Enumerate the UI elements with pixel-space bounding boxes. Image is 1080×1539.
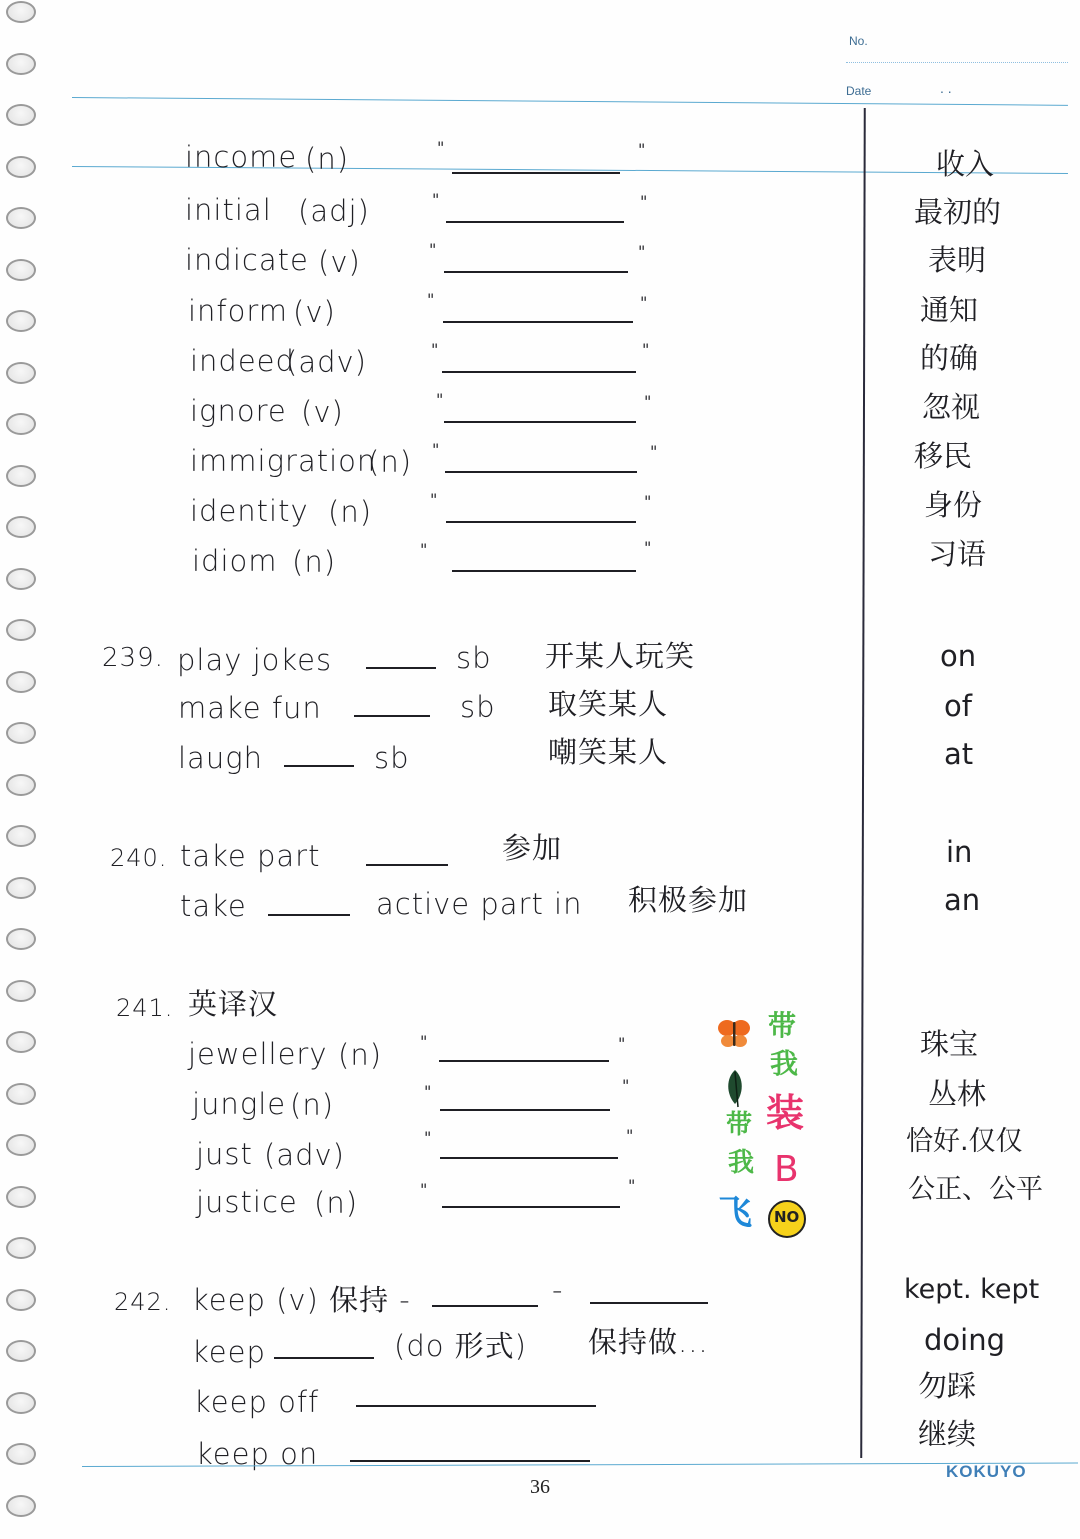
meaning: 开某人玩笑 [545, 639, 696, 673]
answer-blank [366, 667, 436, 669]
answer-blank [350, 1460, 590, 1462]
close-quote: " [644, 492, 652, 511]
answer-blank [356, 1405, 596, 1407]
close-quote: " [638, 242, 646, 261]
close-quote: " [622, 1076, 630, 1095]
item-number: 241. [116, 994, 174, 1022]
answer-blank [440, 1157, 618, 1159]
meaning-answer: 珠宝 [920, 1027, 979, 1061]
part-of-speech: (n) [338, 1038, 383, 1072]
answer-blank [442, 1206, 620, 1208]
spiral-ring [6, 877, 36, 899]
part-of-speech: (n) [368, 445, 413, 479]
answer-blank [366, 864, 448, 866]
sticker-char: 装 [766, 1091, 805, 1135]
spiral-ring [6, 207, 36, 229]
phrase: take part [180, 839, 321, 873]
part-of-speech: (v) [318, 245, 361, 279]
spiral-ring [6, 671, 36, 693]
sb-label: sb [460, 690, 496, 724]
word: just [196, 1137, 253, 1171]
meaning-answer: 身份 [924, 488, 983, 522]
open-quote: " [420, 1032, 428, 1051]
answer-blank [444, 271, 628, 273]
past-forms-answer: kept. kept [904, 1274, 1040, 1305]
spiral-ring [6, 1031, 36, 1053]
open-quote: " [432, 440, 440, 459]
open-quote: " [430, 490, 438, 509]
phrase-rest: active part in [376, 887, 583, 921]
open-quote: " [424, 1128, 432, 1147]
item-number: 239. [102, 643, 164, 673]
spiral-ring [6, 1340, 36, 1362]
spiral-ring [6, 568, 36, 590]
phrase: keep off [194, 1385, 320, 1419]
open-quote: " [429, 240, 437, 259]
phrase: take [180, 889, 247, 923]
open-quote: " [431, 340, 439, 359]
answer-blank [444, 421, 636, 423]
spiral-ring [6, 619, 36, 641]
spiral-ring [6, 1289, 36, 1311]
feather-icon [722, 1068, 748, 1108]
answer-blank [446, 221, 624, 223]
preposition-answer: of [944, 689, 972, 723]
spiral-ring [6, 1083, 36, 1105]
no-label: No. [849, 34, 868, 48]
meaning-answer: 最初的 [914, 195, 1002, 229]
open-quote: " [420, 540, 428, 559]
spiral-ring [6, 825, 36, 847]
date-dots: . . [940, 80, 952, 96]
word: income [185, 140, 298, 174]
section-title: 英译汉 [188, 987, 279, 1021]
phrase: keep on [196, 1437, 319, 1471]
spiral-ring [6, 1, 36, 23]
sticker-char: 带 [768, 1009, 797, 1042]
answer-blank [446, 521, 636, 523]
preposition-answer: in [946, 835, 973, 869]
spiral-ring [6, 980, 36, 1002]
spiral-ring [6, 928, 36, 950]
word: identity [190, 494, 309, 528]
close-quote: " [642, 340, 650, 359]
meaning-answer: 公正、公平 [908, 1174, 1043, 1205]
open-quote: " [427, 290, 435, 309]
answer-blank [440, 1109, 610, 1111]
part-of-speech: (n) [292, 545, 337, 579]
word: immigration [190, 444, 377, 478]
word: initial [185, 193, 272, 227]
margin-line [860, 108, 866, 1458]
close-quote: " [626, 1126, 634, 1145]
dash: - [552, 1273, 564, 1307]
answer-blank [274, 1357, 374, 1359]
answer-blank [452, 172, 620, 174]
meaning-answer: 恰好.仅仅 [906, 1126, 1023, 1157]
spiral-ring [6, 104, 36, 126]
answer-blank [354, 715, 430, 717]
open-quote: " [424, 1082, 432, 1101]
no-line [846, 62, 1068, 63]
answer-blank [445, 471, 637, 473]
part-of-speech: (n) [290, 1088, 335, 1122]
article-answer: an [944, 883, 981, 917]
spiral-ring [6, 1134, 36, 1156]
sticker-char: 带 [726, 1110, 753, 1140]
sb-label: sb [374, 741, 410, 775]
close-quote: " [628, 1176, 636, 1195]
sticker-char: 我 [728, 1148, 755, 1178]
meaning-answer: 表明 [928, 243, 987, 277]
part-of-speech: (n) [305, 142, 350, 176]
close-quote: " [640, 192, 648, 211]
spiral-ring [6, 516, 36, 538]
sticker-char: NO [774, 1208, 800, 1226]
word: inform [188, 294, 289, 328]
meaning-answer: 习语 [928, 537, 987, 571]
form-answer: doing [924, 1323, 1005, 1357]
open-quote: " [420, 1180, 428, 1199]
part-of-speech: (v) [301, 395, 344, 429]
item-number: 242. [114, 1288, 172, 1316]
phrase: keep [192, 1335, 266, 1369]
phrase: laugh [178, 741, 263, 775]
date-label: Date [846, 84, 872, 98]
page-number: 36 [530, 1476, 550, 1498]
butterfly-icon [716, 1016, 752, 1052]
form-note: (do 形式) [394, 1329, 527, 1363]
word: indeed [190, 344, 295, 378]
spiral-ring [6, 310, 36, 332]
close-quote: " [618, 1034, 626, 1053]
word: ignore [190, 394, 287, 428]
sticker-char: B [774, 1149, 799, 1190]
spiral-ring [6, 465, 36, 487]
phrase: make fun [178, 691, 322, 725]
answer-blank [452, 570, 636, 572]
spiral-ring [6, 1392, 36, 1414]
meaning: 积极参加 [628, 883, 749, 917]
spiral-ring [6, 1443, 36, 1465]
answer-blank [442, 371, 636, 373]
open-quote: " [432, 190, 440, 209]
spiral-ring [6, 53, 36, 75]
preposition-answer: at [944, 737, 974, 771]
part-of-speech: (n) [328, 495, 373, 529]
close-quote: " [638, 140, 646, 159]
header-rule [72, 97, 1068, 106]
meaning-answer: 通知 [920, 293, 979, 327]
meaning: 嘲笑某人 [548, 735, 669, 769]
open-quote: " [436, 390, 444, 409]
word: justice [196, 1185, 298, 1219]
brand-logo: KOKUYO [946, 1462, 1027, 1481]
close-quote: " [644, 392, 652, 411]
part-of-speech: (adj) [298, 194, 370, 228]
answer-blank [268, 914, 350, 916]
word: jungle [192, 1087, 287, 1121]
spiral-ring [6, 722, 36, 744]
meaning: 保持做... [588, 1325, 709, 1359]
meaning-answer: 的确 [920, 341, 979, 375]
answer-blank [590, 1302, 708, 1304]
meaning-answer: 丛林 [928, 1077, 987, 1111]
meaning-answer: 继续 [918, 1417, 977, 1451]
meaning: 取笑某人 [548, 687, 669, 721]
close-quote: " [644, 538, 652, 557]
item-number: 240. [110, 844, 168, 872]
spiral-ring [6, 413, 36, 435]
meaning-answer: 勿踩 [918, 1369, 977, 1403]
answer-blank [443, 321, 633, 323]
sticker-char: 飞 [718, 1193, 752, 1233]
meaning-answer: 收入 [936, 147, 995, 181]
phrase: keep (v) 保持 - [192, 1283, 411, 1317]
sb-label: sb [456, 641, 492, 675]
spiral-ring [6, 156, 36, 178]
sticker-char: 我 [770, 1047, 799, 1080]
part-of-speech: (adv) [264, 1138, 345, 1172]
answer-blank [439, 1060, 609, 1062]
meaning: 参加 [502, 831, 563, 865]
spiral-ring [6, 362, 36, 384]
part-of-speech: (n) [314, 1186, 359, 1220]
meaning-answer: 移民 [914, 439, 973, 473]
word: idiom [192, 544, 278, 578]
preposition-answer: on [940, 639, 977, 673]
spiral-ring [6, 259, 36, 281]
open-quote: " [437, 138, 445, 157]
close-quote: " [650, 442, 658, 461]
word: indicate [185, 243, 309, 277]
spiral-ring [6, 1186, 36, 1208]
meaning-answer: 忽视 [922, 390, 981, 424]
close-quote: " [640, 293, 648, 312]
spiral-ring [6, 1237, 36, 1259]
answer-blank [432, 1305, 538, 1307]
word: jewellery [188, 1037, 328, 1071]
answer-blank [284, 765, 354, 767]
part-of-speech: (v) [293, 295, 336, 329]
spiral-ring [6, 774, 36, 796]
part-of-speech: (adv) [286, 345, 367, 379]
phrase: play jokes [177, 643, 333, 677]
